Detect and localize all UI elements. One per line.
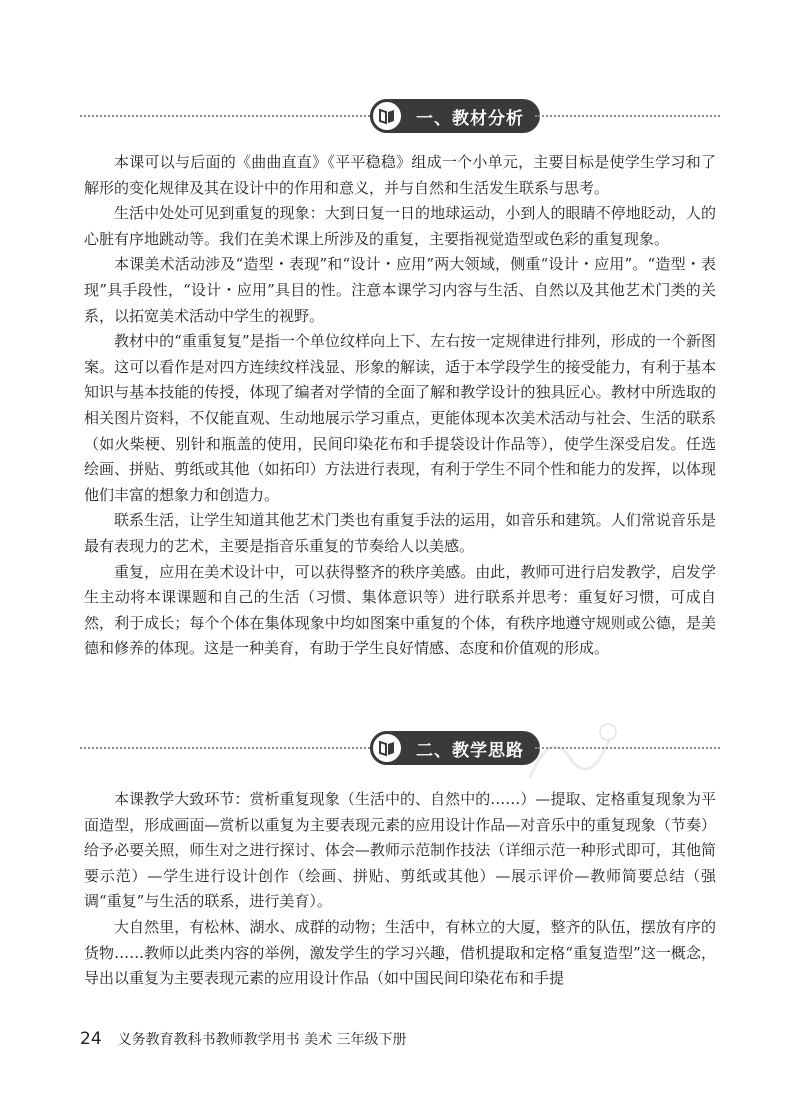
paragraph: 生活中处处可见到重复的现象：大到日复一日的地球运动，小到人的眼睛不停地眨动，人的心脏有序地跳动等。我们在美术课上所涉及的重复，主要指视觉造型或色彩的重复现象。 [84,204,716,248]
page-footer [80,1029,407,1051]
dotted-divider-right [535,115,720,117]
paragraph: 教材中的“重重复复”是指一个单位纹样向上下、左右按一定规律进行排列，形成的一个新图案。这可以看作是对四方连续纹样浅显、形象的解读，适于本学段学生的接受能力，有利于基本知识与基本技能的传授，体现了编者对学情的全面了解和教学设计的独具匠心。教材中所选取的相关图片资料，不仅能直观、生动地展示学习重点，更能体现本次美术活动与社会、生活的联系（如火柴梗、别针和瓶盖的使用，民间印染花布和手提袋设计作品等），使学生深受启发。任选绘画、拼贴、剪纸或其他（如拓印）方法进行表现，有利于学生不同个性和能力的发挥，以体现他们丰富的想象力和创造力。 [84,332,716,504]
section-badge [370,731,540,765]
dotted-divider-right [535,747,720,749]
section-header-approach [80,730,720,766]
page-number: 24 [80,1029,102,1049]
paragraph: 本课可以与后面的《曲曲直直》《平平稳稳》组成一个小单元，主要目标是使学生学习和了解形的变化规律及其在设计中的作用和意义，并与自然和生活发生联系与思考。 [84,153,716,197]
dotted-divider-left [80,115,370,117]
paragraph: 大自然里，有松林、湖水、成群的动物；生活中，有林立的大厦，整齐的队伍，摆放有序的货物……教师以此类内容的举例，激发学生的学习兴趣，借机提取和定格“重复造型”这一概念，导出以重复为主要表现元素的应用设计作品（如中国民间印染花布和手提 [84,917,716,988]
book-icon [370,731,404,765]
section-title: 一、教材分析 [416,108,524,129]
section-title: 二、教学思路 [416,740,524,761]
section-body-approach [84,787,716,992]
section-body-analysis [84,150,716,662]
dotted-divider-left [80,747,370,749]
book-title: 义务教育教科书教师教学用书 美术 三年级下册 [117,1032,407,1048]
section-header-analysis [80,98,720,134]
paragraph: 重复，应用在美术设计中，可以获得整齐的秩序美感。由此，教师可进行启发教学，启发学生主动将本课课题和自己的生活（习惯、集体意识等）进行联系并思考：重复好习惯，可成自然，利于成长；每个个体在集体现象中均如图案中重复的个体，有秩序地遵守规则或公德，是美德和修养的体现。这是一种美育，有助于学生良好情感、态度和价值观的形成。 [84,562,716,658]
book-icon [370,99,404,133]
paragraph: 本课美术活动涉及“造型・表现”和“设计・应用”两大领域，侧重“设计・应用”。“造型・表现”具手段性，“设计・应用”具目的性。注意本课学习内容与生活、自然以及其他艺术门类的关系，以拓宽美术活动中学生的视野。 [84,255,716,325]
paragraph: 联系生活，让学生知道其他艺术门类也有重复手法的运用，如音乐和建筑。人们常说音乐是最有表现力的艺术，主要是指音乐重复的节奏给人以美感。 [84,511,716,555]
paragraph: 本课教学大致环节：赏析重复现象（生活中的、自然中的……）—提取、定格重复现象为平面造型，形成画面—赏析以重复为主要表现元素的应用设计作品—对音乐中的重复现象（节奏）给予必要关照，师生对之进行探讨、体会—教师示范制作技法（详细示范一种形式即可，其他简要示范）—学生进行设计创作（绘画、拼贴、剪纸或其他）—展示评价—教师简要总结（强调“重复”与生活的联系，进行美育）。 [84,790,716,911]
section-badge [370,99,540,133]
